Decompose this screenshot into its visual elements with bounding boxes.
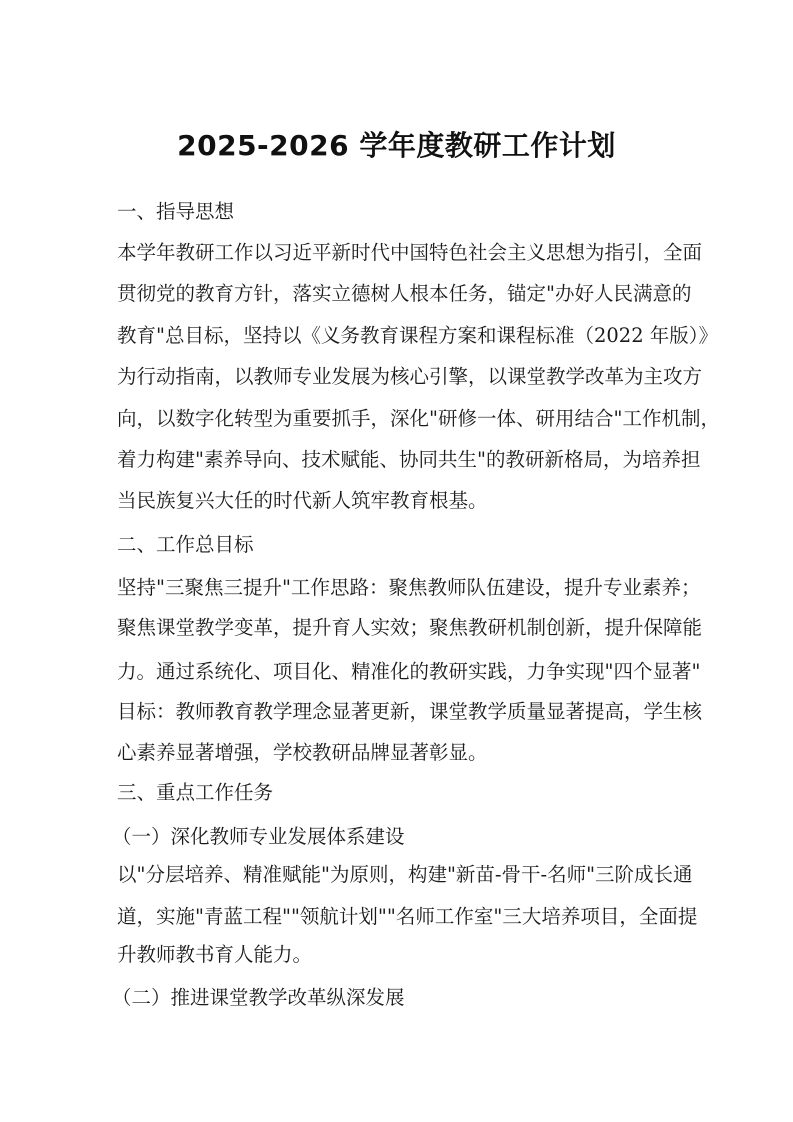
- paragraph-line: 力。通过系统化、项目化、精准化的教研实践，力争实现"四个显著": [117, 660, 701, 683]
- paragraph-line: 教育"总目标，坚持以《义务教育课程方案和课程标准（2022 年版）》: [117, 324, 719, 347]
- subsection-heading-classroom-reform: （二）推进课堂教学改革纵深发展: [112, 986, 405, 1009]
- paragraph-line: 心素养显著增强，学校教研品牌显著彰显。: [117, 741, 488, 764]
- subsection-heading-teacher-development: （一）深化教师专业发展体系建设: [112, 825, 405, 848]
- paragraph-line: 坚持"三聚焦三提升"工作思路：聚焦教师队伍建设，提升专业素养；: [117, 576, 701, 599]
- paragraph-line: 着力构建"素养导向、技术赋能、协同共生"的教研新格局，为培养担: [117, 448, 701, 471]
- paragraph-line: 当民族复兴大任的时代新人筑牢教育根基。: [117, 489, 488, 512]
- document-title: 2025-2026 学年度教研工作计划: [177, 129, 616, 162]
- paragraph-line: 为行动指南，以教师专业发展为核心引擎，以课堂教学改革为主攻方: [117, 365, 703, 388]
- section-heading-guiding-ideology: 一、指导思想: [117, 200, 235, 223]
- paragraph-line: 向，以数字化转型为重要抓手，深化"研修一体、研用结合"工作机制，: [117, 407, 720, 430]
- paragraph-line: 目标：教师教育教学理念显著更新，课堂教学质量显著提高，学生核: [117, 700, 703, 723]
- paragraph-line: 贯彻党的教育方针，落实立德树人根本任务，锚定"办好人民满意的: [117, 282, 692, 305]
- paragraph-line: 道，实施"青蓝工程""领航计划""名师工作室"三大培养项目，全面提: [117, 905, 698, 928]
- paragraph-line: 以"分层培养、精准赋能"为原则，构建"新苗-骨干-名师"三阶成长通: [117, 863, 693, 886]
- paragraph-line: 升教师教书育人能力。: [117, 943, 313, 966]
- paragraph-line: 本学年教研工作以习近平新时代中国特色社会主义思想为指引，全面: [117, 241, 703, 264]
- section-heading-overall-goals: 二、工作总目标: [117, 533, 254, 556]
- paragraph-line: 聚焦课堂教学变革，提升育人实效；聚焦教研机制创新，提升保障能: [117, 616, 703, 639]
- section-heading-key-tasks: 三、重点工作任务: [117, 781, 274, 804]
